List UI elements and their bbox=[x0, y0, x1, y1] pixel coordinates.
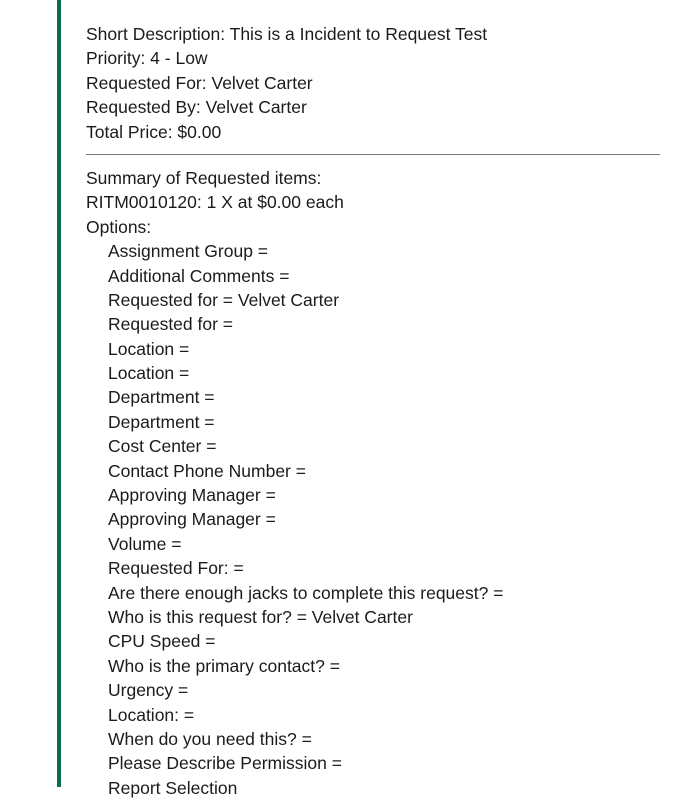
option-item: Location = bbox=[108, 338, 190, 359]
email-body bbox=[86, 22, 660, 800]
option-item: Requested for = Velvet Carter bbox=[108, 289, 340, 310]
option-item: Approving Manager = bbox=[108, 485, 276, 506]
option-item: Additional Comments = bbox=[108, 265, 290, 286]
total-price: Total Price: $0.00 bbox=[86, 121, 222, 142]
summary-section bbox=[86, 166, 660, 239]
option-item: Approving Manager = bbox=[108, 509, 276, 530]
requested-for: Requested For: Velvet Carter bbox=[86, 72, 313, 93]
option-item: Contact Phone Number = bbox=[108, 460, 306, 481]
option-item: Cost Center = bbox=[108, 436, 217, 457]
option-item: Requested for = bbox=[108, 314, 234, 335]
priority: Priority: 4 - Low bbox=[86, 48, 208, 69]
option-item: CPU Speed = bbox=[108, 631, 216, 652]
option-item: When do you need this? = bbox=[108, 728, 312, 749]
option-item: Report Selection bbox=[108, 777, 238, 798]
option-item: Volume = bbox=[108, 533, 182, 554]
option-item: Location = bbox=[108, 363, 190, 384]
summary-title: Summary of Requested items: bbox=[86, 167, 322, 188]
accent-bar bbox=[57, 0, 61, 787]
option-item: Who is the primary contact? = bbox=[108, 655, 340, 676]
option-item: Who is this request for? = Velvet Carter bbox=[108, 606, 413, 627]
options-label: Options: bbox=[86, 216, 152, 237]
option-item: Are there enough jacks to complete this request? = bbox=[108, 582, 504, 603]
divider bbox=[86, 154, 660, 155]
short-description: Short Description: This is a Incident to Request Test bbox=[86, 24, 488, 44]
option-item: Location: = bbox=[108, 704, 195, 725]
option-item: Please Describe Permission = bbox=[108, 753, 342, 774]
requested-item-line: RITM0010120: 1 X at $0.00 each bbox=[86, 192, 344, 213]
option-item: Department = bbox=[108, 387, 215, 408]
options-list bbox=[86, 239, 660, 800]
header-fields bbox=[86, 22, 660, 144]
option-item: Assignment Group = bbox=[108, 241, 269, 262]
requested-by: Requested By: Velvet Carter bbox=[86, 97, 307, 118]
option-item: Department = bbox=[108, 411, 215, 432]
option-item: Requested For: = bbox=[108, 558, 244, 579]
option-item: Urgency = bbox=[108, 680, 189, 701]
